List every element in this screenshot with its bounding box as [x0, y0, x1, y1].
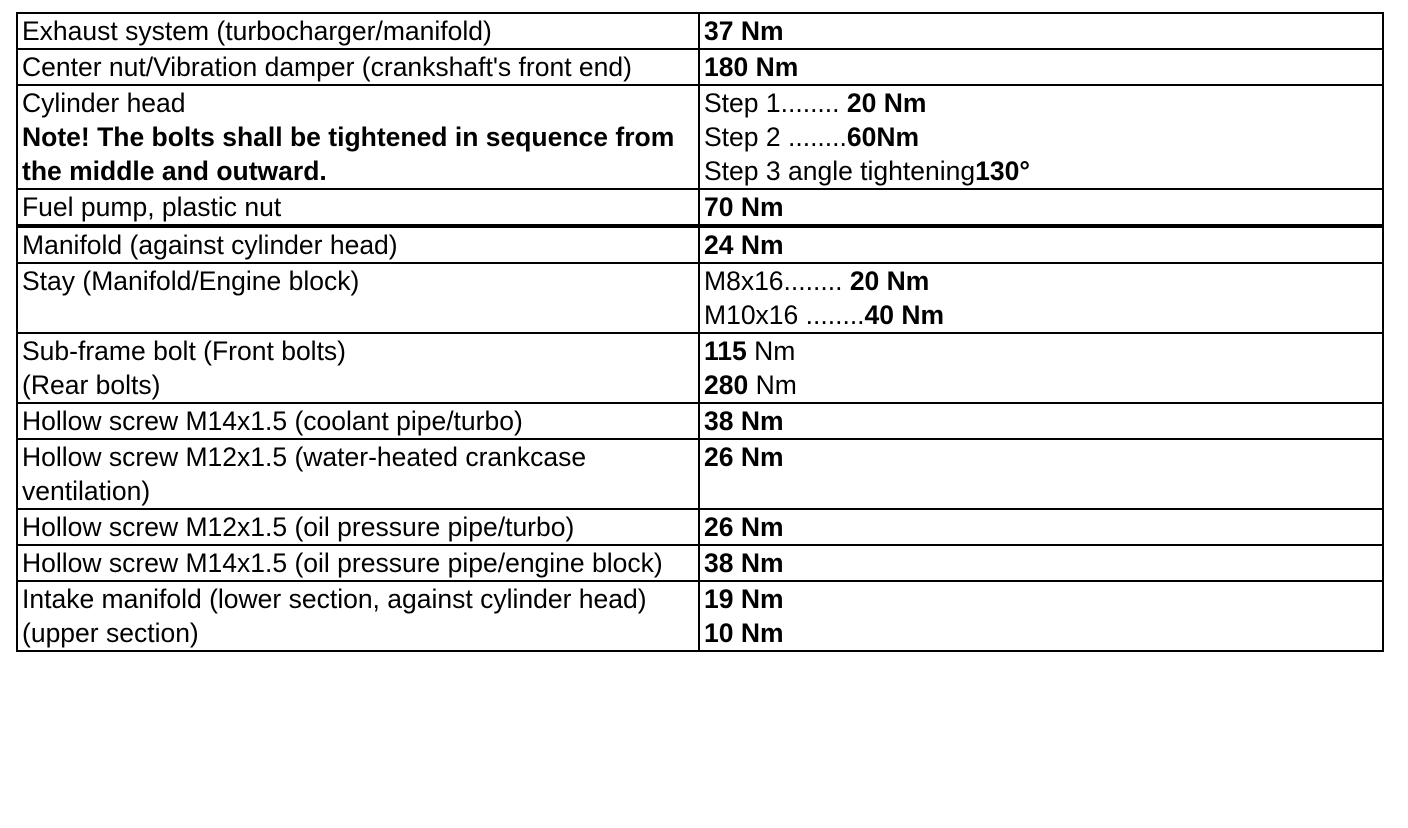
- torque-cell: [699, 581, 1383, 651]
- table-row: [17, 85, 1383, 189]
- torque-value: 10 Nm: [704, 618, 784, 648]
- torque-value: 38 Nm: [704, 406, 784, 436]
- part-name: Hollow screw M14x1.5 (coolant pipe/turbo): [22, 406, 523, 436]
- part-name: Hollow screw M14x1.5 (oil pressure pipe/engine block): [22, 548, 663, 578]
- table-row: [17, 13, 1383, 49]
- torque-step: Step 2 ........60Nm: [704, 122, 920, 152]
- torque-value: 280 Nm: [704, 370, 797, 400]
- table-row: [17, 189, 1383, 226]
- table-row: [17, 226, 1383, 263]
- part-cell: [17, 581, 699, 651]
- part-name: Cylinder head: [22, 88, 186, 118]
- torque-spec-table: [16, 12, 1384, 652]
- part-name: Hollow screw M12x1.5 (oil pressure pipe/turbo): [22, 512, 575, 542]
- torque-value: 37 Nm: [704, 16, 784, 46]
- part-name: Sub-frame bolt (Front bolts): [22, 336, 347, 366]
- torque-value: 26 Nm: [704, 512, 784, 542]
- torque-cell: [699, 333, 1383, 403]
- torque-cell: [699, 263, 1383, 333]
- torque-cell: [699, 85, 1383, 189]
- torque-cell: [699, 13, 1383, 49]
- part-cell: [17, 509, 699, 545]
- torque-value: M10x16 ........40 Nm: [704, 300, 945, 330]
- part-name: Stay (Manifold/Engine block): [22, 266, 360, 296]
- part-name: (Rear bolts): [22, 370, 161, 400]
- torque-value: 70 Nm: [704, 192, 784, 222]
- tightening-note: Note! The bolts shall be tightened in sequence from the middle and outward.: [22, 122, 675, 186]
- torque-cell: [699, 189, 1383, 226]
- part-name: Manifold (against cylinder head): [22, 230, 398, 260]
- part-name: (upper section): [22, 618, 199, 648]
- part-name: Center nut/Vibration damper (crankshaft's front end): [22, 52, 632, 82]
- part-cell: [17, 226, 699, 263]
- part-name: Exhaust system (turbocharger/manifold): [22, 16, 492, 46]
- part-cell: [17, 189, 699, 226]
- table-row: [17, 403, 1383, 439]
- torque-cell: [699, 545, 1383, 581]
- torque-cell: [699, 49, 1383, 85]
- table-row: [17, 439, 1383, 509]
- table-row: [17, 509, 1383, 545]
- part-name: Intake manifold (lower section, against cylinder head): [22, 584, 647, 614]
- torque-cell: [699, 439, 1383, 509]
- table-row: [17, 49, 1383, 85]
- part-name: Fuel pump, plastic nut: [22, 192, 282, 222]
- torque-value: 24 Nm: [704, 230, 784, 260]
- torque-cell: [699, 403, 1383, 439]
- torque-step: Step 1........ 20 Nm: [704, 88, 927, 118]
- table-row: [17, 545, 1383, 581]
- part-cell: [17, 85, 699, 189]
- torque-value: 115 Nm: [704, 336, 796, 366]
- torque-value: M8x16........ 20 Nm: [704, 266, 930, 296]
- part-cell: [17, 49, 699, 85]
- part-cell: [17, 13, 699, 49]
- part-cell: [17, 263, 699, 333]
- torque-step: Step 3 angle tightening130°: [704, 156, 1030, 186]
- part-name: Hollow screw M12x1.5 (water-heated crankcase ventilation): [22, 442, 587, 506]
- torque-cell: [699, 226, 1383, 263]
- torque-value: 26 Nm: [704, 442, 784, 472]
- part-cell: [17, 333, 699, 403]
- table-row: [17, 581, 1383, 651]
- torque-cell: [699, 509, 1383, 545]
- part-cell: [17, 403, 699, 439]
- table-row: [17, 263, 1383, 333]
- part-cell: [17, 439, 699, 509]
- part-cell: [17, 545, 699, 581]
- table-row: [17, 333, 1383, 403]
- torque-value: 180 Nm: [704, 52, 799, 82]
- torque-value: 38 Nm: [704, 548, 784, 578]
- torque-value: 19 Nm: [704, 584, 784, 614]
